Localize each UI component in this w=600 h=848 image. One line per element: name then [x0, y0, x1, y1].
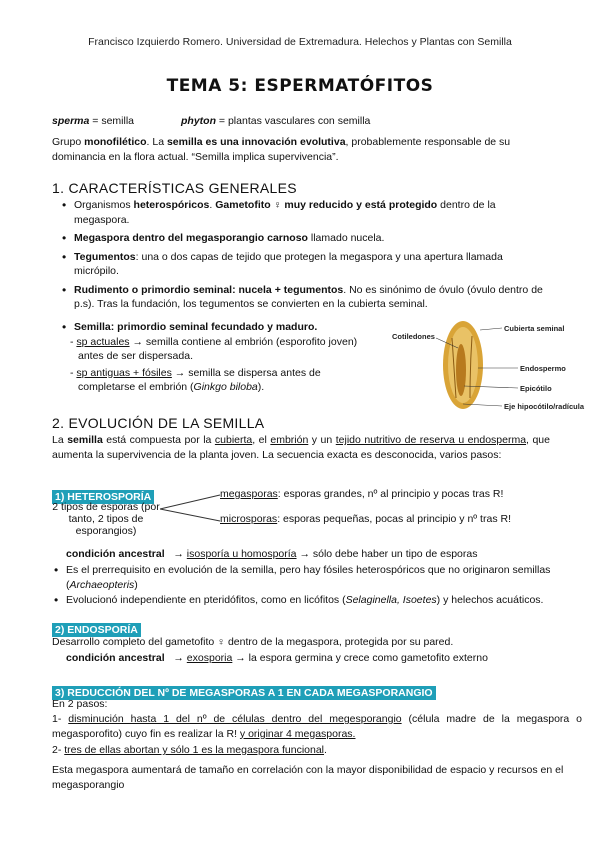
item-text: ) y helechos acuáticos.	[436, 594, 544, 606]
list-item	[60, 320, 378, 335]
list-item	[60, 250, 550, 279]
megasporas-term: megasporas	[220, 488, 278, 500]
sub-item-1: - sp actuales → semilla contiene al embrión (esporofito joven) antes de ser dispersada.	[70, 335, 358, 362]
para-text: La	[52, 434, 68, 446]
page-header: Francisco Izquierdo Romero. Universidad de Extremadura. Helechos y Plantas con Semilla	[88, 36, 512, 48]
step-label: 2) ENDOSPORÍA	[52, 623, 141, 637]
para-text: está compuesta por la	[102, 434, 215, 446]
intro-bold: semilla es una innovación evolutiva	[166, 136, 346, 148]
para-text: , el	[252, 434, 271, 446]
point-underlined: disminución hasta 1 del nº de células dentro del megesporangio	[68, 713, 402, 725]
para-underlined: cubierta	[214, 434, 253, 446]
item-text: . No es sinónimo de óvulo (óvulo dentro de p.s). Tras la fundación, los tegumentos se convierten en la cubierta seminal.	[74, 283, 543, 310]
step-3-paragraph: Esta megaspora aumentará de tamaño en correlación con la mayor disponibilidad de espacio y recursos en el megasporangio	[52, 764, 564, 791]
phyton-term: phyton	[181, 115, 216, 127]
item-text: dentro de la megaspora.	[74, 199, 496, 226]
list-item	[52, 593, 562, 608]
step-2-paragraph: Desarrollo completo del gametofito ♀ dentro de la megaspora, protegida por su pared.	[52, 636, 454, 648]
condition-label: condición ancestral	[66, 652, 165, 664]
item-text: .	[209, 199, 216, 211]
step-1-bullets	[52, 563, 562, 612]
section-heading-1: 1. CARACTERÍSTICAS GENERALES	[52, 180, 297, 196]
branch-line-lower	[160, 509, 220, 521]
item-text: )	[134, 578, 138, 591]
step-3-point-2	[52, 743, 552, 758]
sub-item-text: → semilla contiene al embrión (esporofito joven) antes de ser dispersada.	[78, 335, 358, 362]
megasporas-text: : esporas grandes, nº al principio y pocas tras R!	[277, 488, 504, 500]
branch-line-upper	[160, 495, 220, 509]
item-bold: Semilla: primordio seminal fecundado y maduro.	[74, 321, 318, 333]
page-title: TEMA 5: ESPERMATÓFITOS	[166, 76, 434, 96]
intro-text: . La	[146, 136, 167, 148]
sub-item-text: ).	[257, 381, 265, 393]
point-number: 2-	[52, 744, 65, 756]
step-1-left-note: 2 tipos de esporas (por tanto, 2 tipos de esporangios)	[52, 501, 160, 537]
sub-item-underlined: sp antiguas + fósiles	[76, 366, 172, 379]
point-underlined: y originar 4 megasporas.	[239, 727, 356, 740]
point-text: (célula madre de la megaspora o megasporofito) cuyo fin es realizar la R!	[52, 713, 582, 740]
point-text: .	[324, 744, 327, 756]
list-item	[60, 283, 550, 312]
intro-paragraph	[52, 135, 550, 164]
item-italic: Selaginella, Isoetes	[345, 594, 437, 606]
branch-lines	[158, 492, 222, 524]
label-leader	[480, 328, 502, 330]
intro-text: Grupo	[52, 136, 85, 148]
item-bold: Gametofito ♀ muy reducido y está protegido	[215, 199, 438, 211]
label-cotiledones: Cotiledones	[392, 332, 435, 341]
step-label: 3) REDUCCIÓN DEL Nº DE MEGASPORAS A 1 EN CADA MEGASPORANGIO	[52, 686, 436, 700]
section-1-list-seed	[60, 320, 378, 395]
item-text: : una o dos capas de tejido que protegen la megaspora y una apertura llamada micrópilo.	[74, 250, 503, 277]
sperma-term: sperma	[52, 115, 90, 127]
item-bold: heterospóricos	[133, 199, 210, 211]
item-bold: Tegumentos	[74, 250, 136, 263]
step-1-condition: condición ancestral → isosporía u homosporía → sólo debe haber un tipo de esporas	[66, 548, 478, 560]
microsporas-text: : esporas pequeñas, pocas al principio y nº tras R!	[277, 513, 511, 525]
para-underlined: embrión	[270, 434, 309, 446]
step-label: 1) HETEROSPORÍA	[52, 490, 154, 504]
section-heading-2: 2. EVOLUCIÓN DE LA SEMILLA	[52, 415, 265, 431]
section-1-list	[60, 198, 550, 316]
step-2-condition: condición ancestral → exosporia → la espora germina y crece como gametofito externo	[66, 652, 488, 664]
section-2-paragraph	[52, 433, 550, 462]
item-text: Organismos	[74, 199, 134, 211]
list-item	[60, 231, 550, 246]
condition-term: isosporía u homosporía	[186, 548, 297, 560]
label-eje: Eje hipocótilo/radícula	[504, 402, 585, 411]
sub-item-italic: Ginkgo biloba	[193, 381, 258, 393]
list-item	[60, 198, 550, 227]
microsporas-line	[220, 512, 560, 527]
step-3-label	[52, 683, 436, 701]
intro-text: , probablemente responsable de su dominancia en la flora actual. “Semilla implica supervivencia”.	[52, 136, 511, 163]
item-text: llamado nucela.	[307, 232, 385, 244]
label-endospermo: Endospermo	[520, 364, 566, 373]
condition-text: → sólo debe haber un tipo de esporas	[296, 548, 478, 560]
para-text: , que aumenta la supervivencia de la planta joven. La secuencia exacta es desconocida, varios pasos:	[52, 434, 550, 461]
phyton-def: = plantas vasculares con semilla	[216, 115, 371, 127]
intro-bold: monofilético	[84, 136, 147, 148]
embryo-shape	[456, 344, 466, 396]
step-3-intro: En 2 pasos:	[52, 698, 108, 710]
sperma-def: = semilla	[89, 115, 134, 127]
condition-term: exosporia	[186, 652, 233, 664]
item-italic: Archaeopteris	[69, 578, 135, 591]
microsporas-term: microsporas	[220, 513, 278, 525]
condition-label: condición ancestral	[66, 548, 165, 560]
condition-text: → la espora germina y crece como gametofito externo	[232, 652, 488, 664]
para-underlined: tejido nutritivo de reserva u endosperma	[335, 434, 527, 446]
list-item	[52, 563, 562, 592]
point-number: 1-	[52, 713, 69, 725]
para-text: y un	[308, 434, 336, 446]
sub-item-2: - sp antiguas + fósiles → semilla se dispersa antes de completarse el embrión (Ginkgo biloba).	[70, 366, 321, 393]
item-text: Es el prerrequisito en evolución de la semilla, pero hay fósiles heterospóricos que no originaron semillas (	[66, 564, 551, 591]
label-epicotilo: Epicótilo	[520, 384, 552, 393]
item-bold: Rudimento o primordio seminal: nucela + tegumentos	[74, 283, 344, 296]
sub-item-text: → semilla se dispersa antes de completarse el embrión (	[78, 366, 321, 393]
point-underlined: tres de ellas abortan y sólo 1 es la megaspora funcional	[64, 744, 325, 756]
megasporas-line	[220, 487, 560, 502]
para-bold: semilla	[67, 434, 103, 446]
etymology-line	[52, 114, 134, 129]
label-cubierta: Cubierta seminal	[504, 324, 565, 333]
etymology-line-2	[181, 114, 370, 129]
item-bold: Megaspora dentro del megasporangio carnoso	[74, 232, 308, 244]
item-text: Evolucionó independiente en pteridófitos, como en licófitos (	[66, 594, 346, 606]
step-3-point-1	[52, 712, 582, 741]
sub-item-underlined: sp actuales	[76, 335, 130, 348]
